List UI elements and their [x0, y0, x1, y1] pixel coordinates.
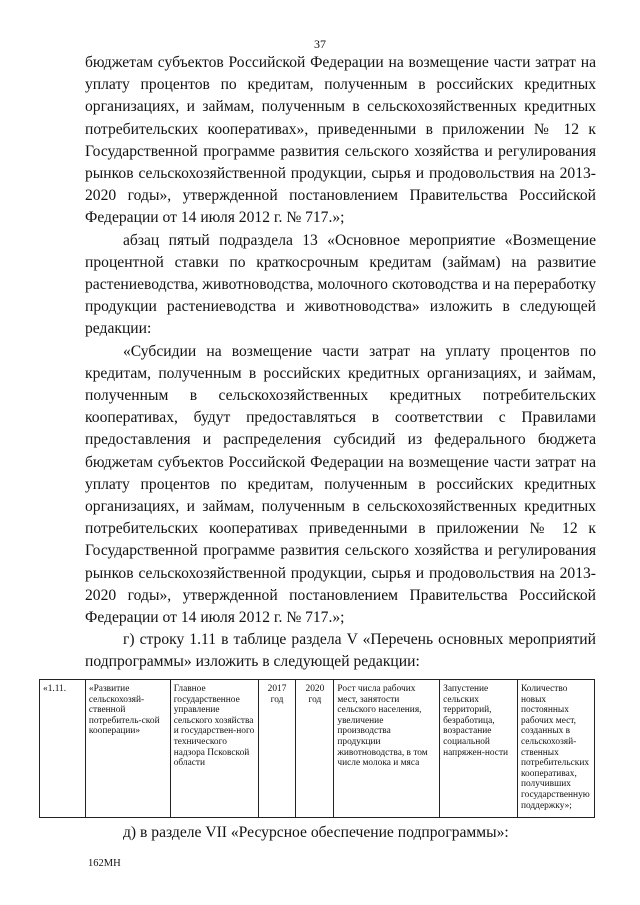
- footer-code: 162МН: [88, 858, 121, 869]
- paragraph-abzac-5: абзац пятый подраздела 13 «Основное мероприятие «Возмещение процентной ставки по краткосрочным кредитам (займам) на развитие растениеводства, животноводства, молочного скотоводства и на переработку продукции растениеводства и животноводства» изложить в следующей редакции:: [85, 231, 596, 338]
- activities-table: [39, 679, 595, 818]
- paragraph-item-d: д) в разделе VII «Ресурсное обеспечение подпрограммы»:: [123, 824, 509, 841]
- cell-activity-name: «Развитие сельскохозяй-ственной потребитель-ской кооперации»: [85, 680, 170, 818]
- cell-start-year: 2017 год: [258, 680, 296, 818]
- body-text: [85, 52, 596, 674]
- cell-consequences: Запустение сельских территорий, безработица, возрастание социальной напряжен-ности: [440, 680, 518, 818]
- cell-indicator: Количество новых постоянных рабочих мест, созданных в сельскохозяй-ственных потребительских кооперативах, получивших государственную поддержку»;: [517, 680, 594, 818]
- page-number: 37: [314, 37, 326, 51]
- cell-expected-result: Рост числа рабочих мест, занятости сельского населения, увеличение производства продукции животноводства, в том числе молока и мяса: [334, 680, 440, 818]
- activities-table-wrap: [39, 679, 595, 818]
- cell-number: «1.11.: [40, 680, 86, 818]
- table-row: [40, 680, 595, 818]
- paragraph-item-g: г) строку 1.11 в таблице раздела V «Перечень основных мероприятий подпрограммы» изложить в следующей редакции:: [85, 631, 596, 671]
- cell-executor: Главное государственное управление сельского хозяйства и государствен-ного технического надзора Псковской области: [170, 680, 258, 818]
- paragraph-subsidies: «Субсидии на возмещение части затрат на уплату процентов по кредитам, полученным в российских кредитных организациях, и займам, полученным в сельскохозяйственных кредитных потребительских кооперативах, будут предоставляться в соответствии с Правилами предоставления и распределения субсидий из федерального бюджета бюджетам субъектов Российской Федерации на возмещение части затрат на уплату процентов по кредитам, полученным в российских кредитных организациях, и займам, полученным в сельскохозяйственных кредитных потребительских кооперативах приведенными в приложении № 12 к Государственной программе развития сельского хозяйства и регулирования рынков сельскохозяйственной продукции, сырья и продовольствия на 2013-2020 годы», утвержденной постановлением Правительства Российской Федерации от 14 июля 2012 г. № 717.»;: [85, 342, 596, 627]
- cell-end-year: 2020 год: [296, 680, 334, 818]
- paragraph-continuation: бюджетам субъектов Российской Федерации на возмещение части затрат на уплату процентов по кредитам, полученным в российских кредитных организациях, и займам, полученным в сельскохозяйственных кредитных потребительских кооперативах», приведенными в приложении № 12 к Государственной программе развития сельского хозяйства и регулирования рынков сельскохозяйственной продукции, сырья и продовольствия на 2013-2020 годы», утвержденной постановлением Правительства Российской Федерации от 14 июля 2012 г. № 717.»;: [85, 54, 596, 227]
